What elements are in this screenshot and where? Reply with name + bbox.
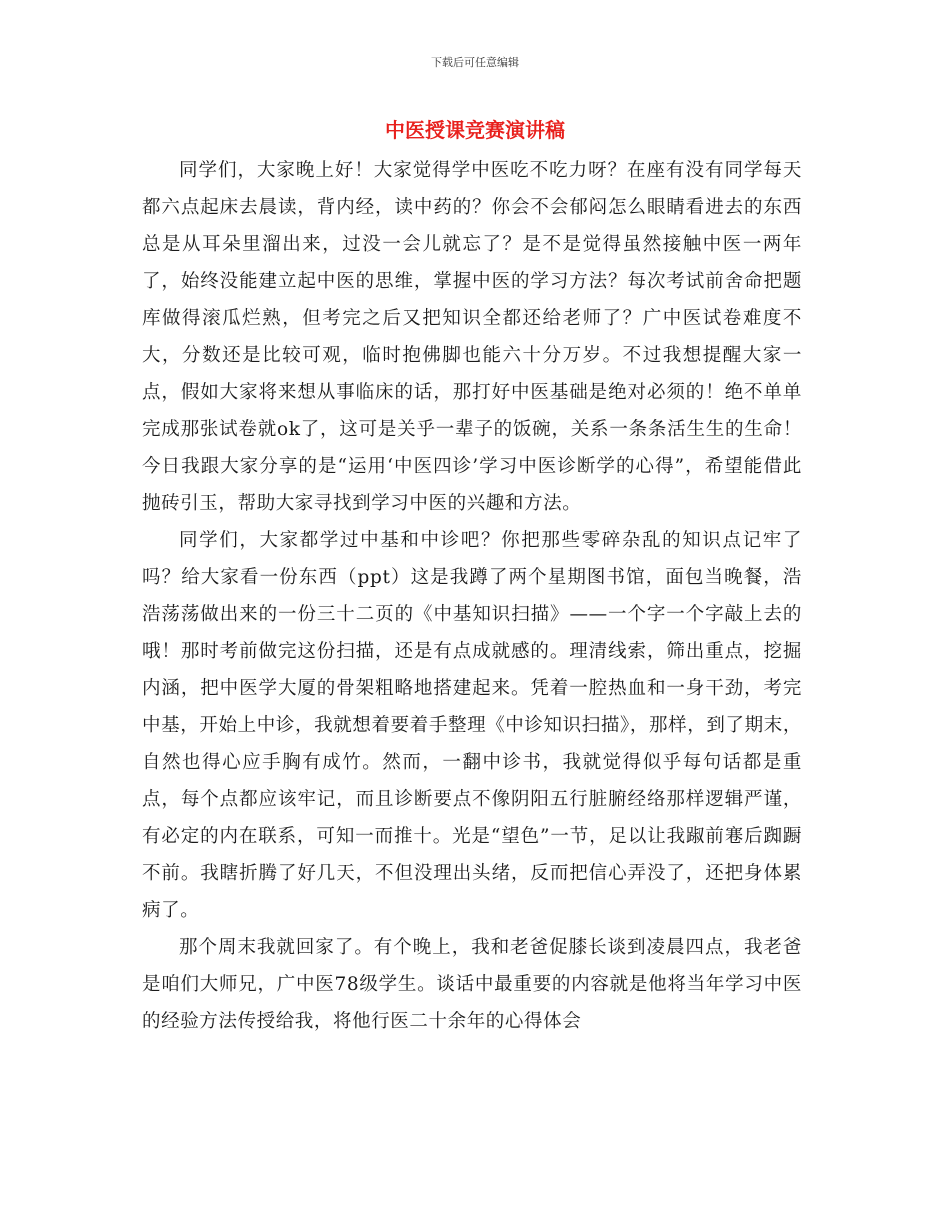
paragraph-3: 那个周末我就回家了。有个晚上，我和老爸促膝长谈到凌晨四点，我老爸是咱们大师兄，广中医78级学生。谈话中最重要的内容就是他将当年学习中医的经验方法传授给我，将他行医二十余年的心得体会 xyxy=(142,937,802,1032)
document-body xyxy=(142,152,802,1040)
document-title: 中医授课竞赛演讲稿 xyxy=(385,118,565,142)
paragraph-1: 同学们，大家晚上好！大家觉得学中医吃不吃力呀？在座有没有同学每天都六点起床去晨读，背内经，读中药的？你会不会郁闷怎么眼睛看进去的东西总是从耳朵里溜出来，过没一会儿就忘了？是不是觉得虽然接触中医一两年了，始终没能建立起中医的思维，掌握中医的学习方法？每次考试前舍命把题库做得滚瓜烂熟，但考完之后又把知识全都还给老师了？广中医试卷难度不大，分数还是比较可观，临时抱佛脚也能六十分万岁。不过我想提醒大家一点，假如大家将来想从事临床的话，那打好中医基础是绝对必须的！绝不单单完成那张试卷就ok了，这可是关乎一辈子的饭碗，关系一条条活生生的生命！今日我跟大家分享的是“运用‘中医四诊’学习中医诊断学的心得”，希望能借此抛砖引玉，帮助大家寻找到学习中医的兴趣和方法。 xyxy=(142,160,802,514)
paragraph-2: 同学们，大家都学过中基和中诊吧？你把那些零碎杂乱的知识点记牢了吗？给大家看一份东西（ppt）这是我蹲了两个星期图书馆，面包当晚餐，浩浩荡荡做出来的一份三十二页的《中基知识扫描》——一个字一个字敲上去的哦！那时考前做完这份扫描，还是有点成就感的。理清线索，筛出重点，挖掘内涵，把中医学大厦的骨架粗略地搭建起来。凭着一腔热血和一身干劲，考完中基，开始上中诊，我就想着要着手整理《中诊知识扫描》，那样，到了期末，自然也得心应手胸有成竹。然而，一翻中诊书，我就觉得似乎每句话都是重点，每个点都应该牢记，而且诊断要点不像阴阳五行脏腑经络那样逻辑严谨，有必定的内在联系，可知一而推十。光是“望色”一节，足以让我踧前寋后踟蹰不前。我瞎折腾了好几天，不但没理出头绪，反而把信心弄没了，还把身体累病了。 xyxy=(142,530,802,921)
header-note: 下载后可任意编辑 xyxy=(431,56,519,69)
